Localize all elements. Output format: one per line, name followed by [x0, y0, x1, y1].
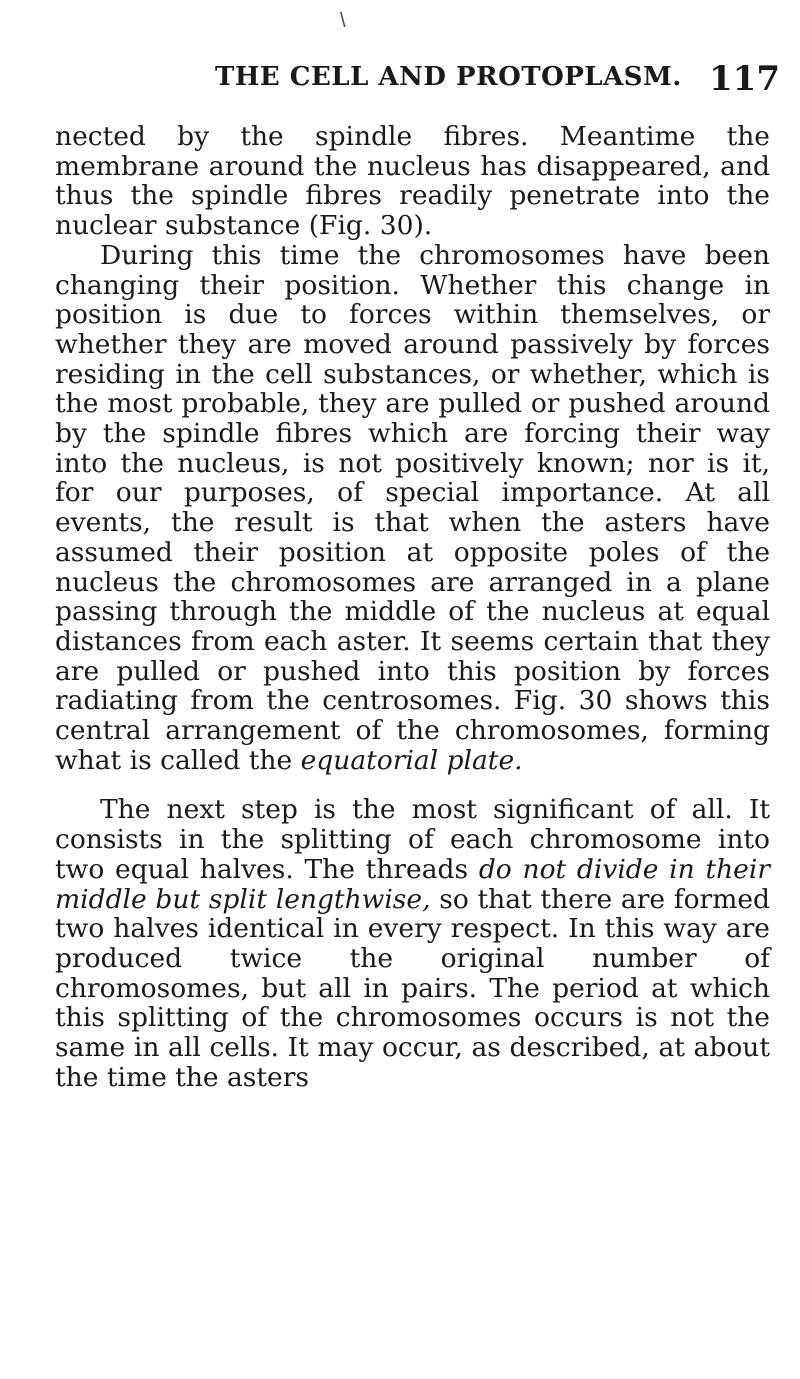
paragraph-2	[55, 241, 770, 776]
paragraph-3-italic-phrase: do not divide in their middle but split lengthwise,	[55, 853, 770, 915]
top-mark: \	[340, 10, 346, 32]
paragraph-3-text-a: The next step is the most significant of all. It consists in the splitting of each chromosome into two equal halves. The threads	[55, 794, 770, 885]
running-head: THE CELL AND PROTOPLASM.	[215, 62, 682, 92]
body-text	[55, 122, 770, 1093]
paragraph-1-text: nected by the spindle fibres. Meantime the membrane around the nucleus has disappeared, and thus the spindle fibres readily penetrate into the nuclear substance (Fig. 30).	[55, 121, 770, 242]
page-header	[215, 59, 780, 108]
paragraph-1	[55, 122, 770, 241]
paragraph-3-text-b: so that there are formed two halves identical in every respect. In this way are produced twice the original number of chromosomes, but all in pairs. The period at which this splitting of the chromosomes occurs is not the same in all cells. It may occur, as described, at about the time the asters	[55, 883, 770, 1093]
page-number: 117	[709, 59, 780, 99]
paragraph-2-text: During this time the chromosomes have been changing their position. Whether this change in position is due to forces within themselves, or whether they are moved around passively by forces residing in the cell substances, or whether, which is the most probable, they are pulled or pushed around by the spindle fibres which are forcing their way into the nucleus, is not positively known; nor is it, for our purposes, of special importance. At all events, the result is that when the asters have assumed their position at opposite poles of the nucleus the chromosomes are arranged in a plane passing through the middle of the nucleus at equal distances from each aster. It seems certain that they are pulled or pushed into this position by forces radiating from the centrosomes. Fig. 30 shows this central arrangement of the chromosomes, forming what is called the	[55, 239, 770, 776]
paragraph-3	[55, 795, 770, 1092]
paragraph-2-italic-term: equatorial plate.	[300, 744, 523, 776]
